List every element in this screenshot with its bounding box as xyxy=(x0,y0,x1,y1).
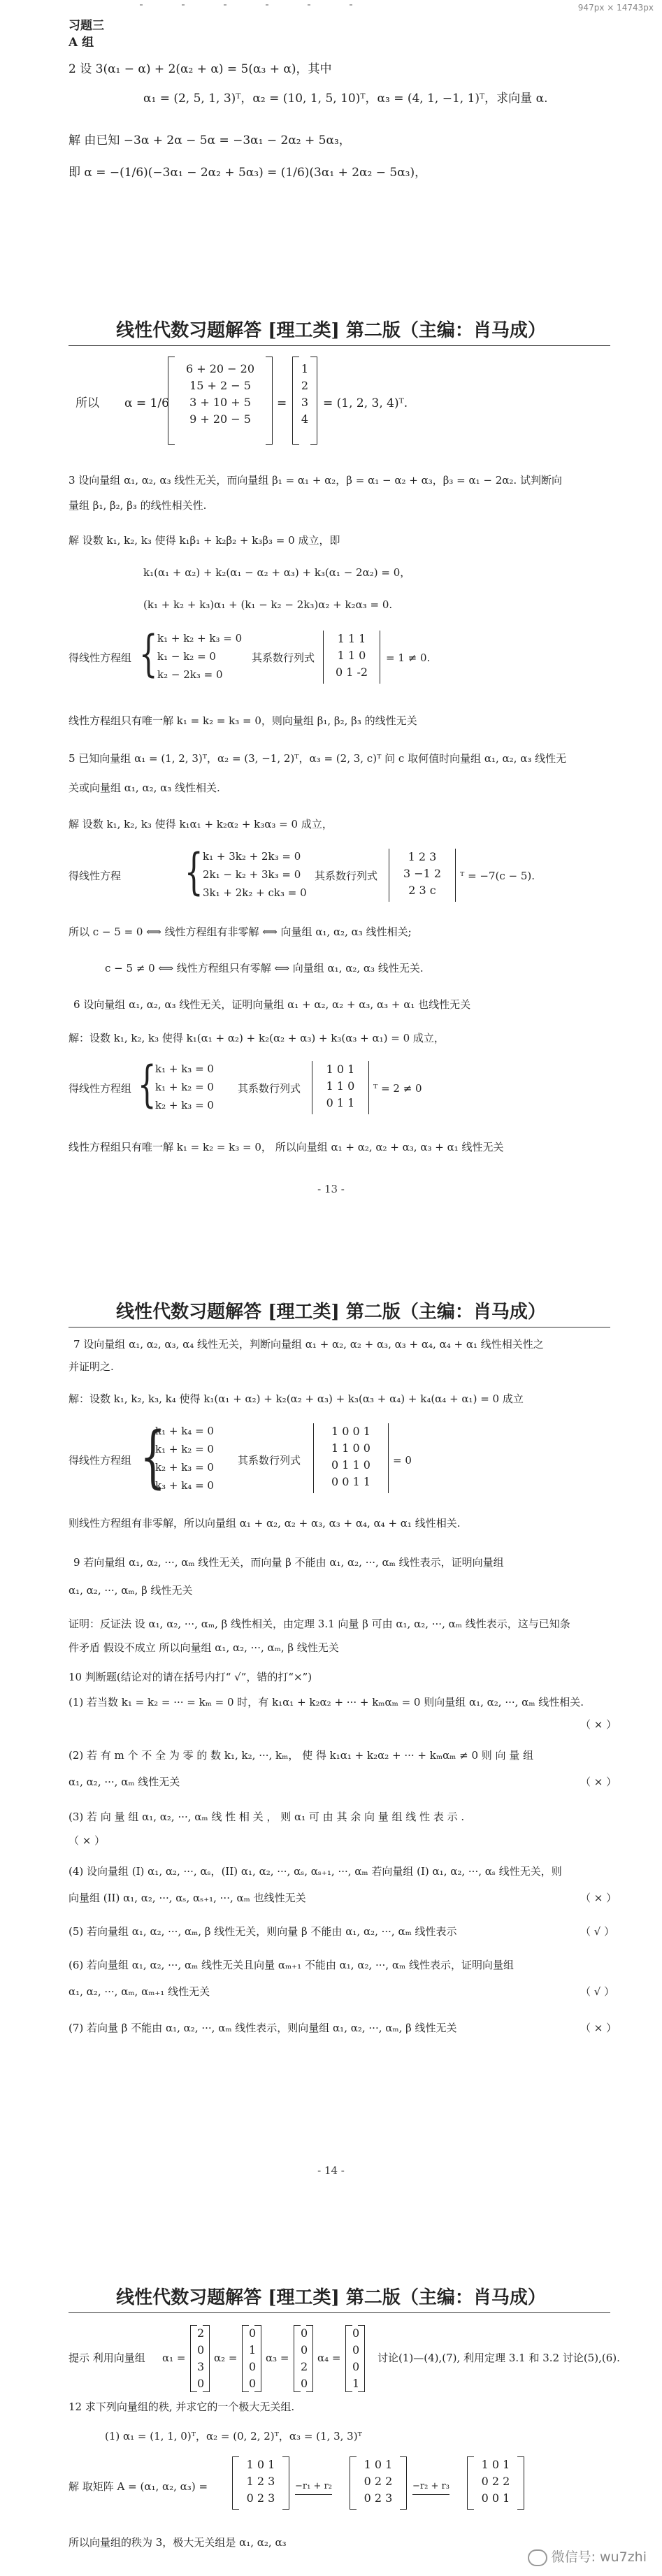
top-bar xyxy=(0,0,662,15)
system-label: 得线性方程 xyxy=(69,870,122,882)
det-row: 1 1 1 xyxy=(337,632,366,645)
equation-line: k₁ + k₄ = 0 xyxy=(155,1425,214,1437)
watermark-text: 微信号: wu7zhi xyxy=(551,2549,647,2565)
vector-entry: 3 xyxy=(197,2360,205,2373)
det-row: 1 0 1 xyxy=(326,1063,355,1076)
vector-name: α₄ = xyxy=(317,2352,341,2364)
problem-3-statement-cont: 量组 β₁, β₂, β₃ 的线性相关性. xyxy=(69,499,207,512)
vector-entry: 0 xyxy=(301,2377,308,2390)
section-title: 习题三 xyxy=(69,19,104,33)
matrix-row: 0 0 1 xyxy=(481,2491,510,2505)
judgment-item-6-cont: α₁, α₂, ···, αₘ, αₘ₊₁ 线性无关 xyxy=(69,1985,210,1998)
coefficient-det-label: 其系数行列式 xyxy=(238,1454,301,1467)
vector-entry: 0 xyxy=(249,2326,257,2340)
equation-line: k₁ − k₂ = 0 xyxy=(157,650,216,663)
equation-line: 3k₁ + 2k₂ + ck₃ = 0 xyxy=(203,886,307,899)
problem-9-statement: 9 若向量组 α₁, α₂, ···, αₘ 线性无关，而向量 β 不能由 α₁, α₂, ···, αₘ 线性表示，证明向量组 xyxy=(73,1556,504,1569)
matrix-row: 3 + 10 + 5 xyxy=(189,396,251,409)
judgment-mark: （ √ ） xyxy=(580,1925,615,1938)
equation-line: k₂ + k₃ = 0 xyxy=(155,1461,214,1474)
matrix-row: 0 2 2 xyxy=(364,2475,393,2488)
solution-label: 解 取矩阵 A = (α₁, α₂, α₃) = xyxy=(69,2480,208,2493)
vector-entry: 0 xyxy=(301,2343,308,2356)
matrix-row: 1 xyxy=(301,362,309,375)
determinant xyxy=(323,631,380,684)
problem-9-proof: 证明：反证法 设 α₁, α₂, ···, αₘ, β 线性相关，由定理 3.1 向量 β 可由 α₁, α₂, ···, αₘ 线性表示，这与已知条 xyxy=(69,1618,570,1630)
matrix-row: 3 xyxy=(301,396,309,409)
problem-2-vectors: α₁ = (2, 5, 1, 3)ᵀ，α₂ = (10, 1, 5, 10)ᵀ，α₃ = (4, 1, −1, 1)ᵀ，求向量 α. xyxy=(143,92,548,106)
equation-line: k₂ − 2k₃ = 0 xyxy=(157,668,223,681)
det-row: 3 −1 2 xyxy=(403,867,442,880)
judgment-mark: （ × ） xyxy=(580,1718,617,1731)
matrix-row: 9 + 20 − 5 xyxy=(189,412,251,426)
vector-entry: 0 xyxy=(197,2343,205,2356)
judgment-item-6: (6) 若向量组 α₁, α₂, ···, αₘ 线性无关且向量 αₘ₊₁ 不能由 α₁, α₂, ···, αₘ 线性表示，证明向量组 xyxy=(69,1959,514,1971)
column-vector xyxy=(242,2325,261,2392)
vector-entry: 1 xyxy=(249,2343,257,2356)
judgment-mark: （ √ ） xyxy=(580,1985,615,1998)
det-result: ᵀ = 2 ≠ 0 xyxy=(373,1082,422,1095)
problem-2-solution-line2: 即 α = −(1/6)(−3α₁ − 2α₂ + 5α₃) = (1/6)(3α₁ + 2α₂ − 5α₃)， xyxy=(69,166,427,180)
vector-entry: 0 xyxy=(249,2360,257,2373)
problem-6-solution: 解：设数 k₁, k₂, k₃ 使得 k₁(α₁ + α₂) + k₂(α₂ + α₃) + k₃(α₃ + α₁) = 0 成立， xyxy=(69,1032,445,1044)
matrix-step-2 xyxy=(350,2456,407,2510)
determinant xyxy=(312,1061,369,1114)
system-label: 得线性方程组 xyxy=(69,1082,132,1095)
matrix-row: 1 0 1 xyxy=(481,2458,510,2471)
page-header-title: 线性代数习题解答 [理工类] 第二版（主编：肖马成） xyxy=(116,320,546,341)
equation-line: k₁ + k₃ = 0 xyxy=(155,1063,214,1075)
judgment-item-1: (1) 若当数 k₁ = k₂ = ··· = kₘ = 0 时，有 k₁α₁ + k₂α₂ + ··· + kₘαₘ = 0 则向量组 α₁, α₂, ···, αₘ 线性相关. xyxy=(69,1696,584,1708)
problem-12-conclusion: 所以向量组的秩为 3，极大无关组是 α₁, α₂, α₃ xyxy=(69,2536,287,2549)
det-row: 0 1 1 0 xyxy=(331,1458,370,1472)
equation-line: k₁ + k₂ + k₃ = 0 xyxy=(157,632,243,645)
problem-5-case-2: c − 5 ≠ 0 ⟺ 线性方程组只有零解 ⟺ 向量组 α₁, α₂, α₃ 线性无关. xyxy=(105,962,424,974)
sum-matrix xyxy=(168,357,273,445)
vector-entry: 1 xyxy=(352,2377,360,2390)
matrix-row: 15 + 2 − 5 xyxy=(189,379,251,392)
coefficient-det-label: 其系数行列式 xyxy=(315,870,378,882)
left-brace: { xyxy=(137,1056,157,1113)
problem-5-solution: 解 设数 k₁, k₂, k₃ 使得 k₁α₁ + k₂α₂ + k₃α₃ = 0 成立， xyxy=(69,818,333,830)
matrix-row: 1 0 1 xyxy=(246,2458,275,2471)
vector-entry: 0 xyxy=(249,2377,257,2390)
dot xyxy=(308,4,310,6)
hint-label: 提示 利用向量组 xyxy=(69,2352,145,2364)
judgment-item-2: (2) 若 有 m 个 不 全 为 零 的 数 k₁, k₂, ···, kₘ， 使 得 k₁α₁ + k₂α₂ + ··· + kₘαₘ ≠ 0 则 向 量 组 xyxy=(69,1749,534,1762)
problem-12-statement: 12 求下列向量组的秩, 并求它的一个极大无关组. xyxy=(69,2401,295,2413)
row-operation-arrow: −r₂ + r₃ xyxy=(412,2479,449,2495)
result-vector xyxy=(292,357,317,445)
matrix-row: 0 2 2 xyxy=(481,2475,510,2488)
det-row: 1 0 0 1 xyxy=(331,1425,370,1438)
vector-name: α₂ = xyxy=(214,2352,238,2364)
problem-10-statement: 10 判断题(结论对的请在括号内打“ √”，错的打“×”) xyxy=(69,1671,312,1683)
page-number: - 14 - xyxy=(317,2164,345,2177)
judgment-mark: （ × ） xyxy=(580,1776,617,1788)
problem-6-statement: 6 设向量组 α₁, α₂, α₃ 线性无关，证明向量组 α₁ + α₂, α₂ + α₃, α₃ + α₁ 也线性无关 xyxy=(73,998,471,1011)
det-row: 1 2 3 xyxy=(408,850,437,863)
coefficient-det-label: 其系数行列式 xyxy=(252,652,315,664)
dot xyxy=(350,4,352,6)
judgment-item-4-cont: 向量组 (II) α₁, α₂, ···, αₛ, αₛ₊₁, ···, αₘ 也线性无关 xyxy=(69,1892,306,1904)
watermark xyxy=(528,2547,647,2566)
page-header-title: 线性代数习题解答 [理工类] 第二版（主编：肖马成） xyxy=(116,1302,546,1323)
page-header-title: 线性代数习题解答 [理工类] 第二版（主编：肖马成） xyxy=(116,2287,546,2308)
matrix-row: 0 2 3 xyxy=(246,2491,275,2505)
hint-tail: 讨论(1)—(4),(7), 利用定理 3.1 和 3.2 讨论(5),(6). xyxy=(377,2352,620,2364)
vector-name: α₃ = xyxy=(266,2352,289,2364)
image-size-info: 947px × 14743px xyxy=(577,3,654,13)
equation-line: k₃ + k₄ = 0 xyxy=(155,1479,214,1492)
group-label: A 组 xyxy=(69,36,94,50)
dot xyxy=(266,4,268,6)
equation-line: 2k₁ − k₂ + 3k₃ = 0 xyxy=(203,868,301,881)
dot xyxy=(224,4,226,6)
matrix-row: 1 0 1 xyxy=(364,2458,393,2471)
problem-7-solution: 解：设数 k₁, k₂, k₃, k₄ 使得 k₁(α₁ + α₂) + k₂(α₂ + α₃) + k₃(α₃ + α₄) + k₄(α₄ + α₁) = 0 成立 xyxy=(69,1393,524,1405)
equation-line: k₂ + k₃ = 0 xyxy=(155,1099,214,1111)
vector-entry: 2 xyxy=(197,2326,205,2340)
problem-7-conclusion: 则线性方程组有非零解，所以向量组 α₁ + α₂, α₂ + α₃, α₃ + α₄, α₄ + α₁ 线性相关. xyxy=(69,1517,461,1530)
problem-5-case-1: 所以 c − 5 = 0 ⟺ 线性方程组有非零解 ⟺ 向量组 α₁, α₂, α₃ 线性相关; xyxy=(69,926,412,938)
coefficient-det-label: 其系数行列式 xyxy=(238,1082,301,1095)
judgment-item-3: (3) 若 向 量 组 α₁, α₂, ···, αₘ 线 性 相 关 ， 则 α₁ 可 由 其 余 向 量 组 线 性 表 示 . xyxy=(69,1811,465,1823)
problem-3-solution-1: 解 设数 k₁, k₂, k₃ 使得 k₁β₁ + k₂β₂ + k₃β₃ = 0 成立，即 xyxy=(69,534,340,547)
column-vector xyxy=(294,2325,313,2392)
result-value: = (1, 2, 3, 4)ᵀ. xyxy=(323,396,408,410)
problem-5-statement-cont: 关或向量组 α₁, α₂, α₃ 线性相关. xyxy=(69,782,220,794)
column-vector xyxy=(345,2325,365,2392)
problem-2-statement: 2 设 3(α₁ − α) + 2(α₂ + α) = 5(α₃ + α)，其中 xyxy=(69,62,332,76)
vector-entry: 2 xyxy=(301,2360,308,2373)
vector-entry: 0 xyxy=(197,2377,205,2390)
det-result: = 0 xyxy=(393,1454,412,1467)
det-row: 0 0 1 1 xyxy=(331,1475,370,1488)
judgment-mark: （ × ） xyxy=(69,1834,106,1847)
judgment-item-5: (5) 若向量组 α₁, α₂, ···, αₘ, β 线性无关，则向量 β 不能由 α₁, α₂, ···, αₘ 线性表示 xyxy=(69,1925,457,1938)
system-label: 得线性方程组 xyxy=(69,1454,132,1467)
vector-name: α₁ = xyxy=(162,2352,186,2364)
alpha-equation: α = 1/6 xyxy=(124,396,169,410)
matrix-row: 6 + 20 − 20 xyxy=(185,362,255,375)
judgment-item-4: (4) 设向量组 (I) α₁, α₂, ···, αₛ，(II) α₁, α₂, ···, αₛ, αₛ₊₁, ···, αₘ 若向量组 (I) α₁, α₂, ···, αₛ 线性无关，则 xyxy=(69,1865,562,1878)
problem-5-statement: 5 已知向量组 α₁ = (1, 2, 3)ᵀ，α₂ = (3, −1, 2)ᵀ，α₃ = (2, 3, c)ᵀ 问 c 取何值时向量组 α₁, α₂, α₃ 线性无 xyxy=(69,752,567,765)
equation-line: k₁ + k₂ = 0 xyxy=(155,1081,214,1093)
det-row: 1 1 0 xyxy=(326,1079,355,1093)
header-rule xyxy=(69,2312,610,2313)
determinant xyxy=(313,1423,389,1493)
det-result: = 1 ≠ 0. xyxy=(386,652,431,664)
problem-9-statement-cont: α₁, α₂, ···, αₘ, β 线性无关 xyxy=(69,1584,193,1597)
matrix-step-3 xyxy=(467,2456,524,2510)
problem-9-proof-cont: 件矛盾 假设不成立 所以向量组 α₁, α₂, ···, αₘ, β 线性无关 xyxy=(69,1641,339,1654)
problem-7-statement: 7 设向量组 α₁, α₂, α₃, α₄ 线性无关，判断向量组 α₁ + α₂, α₂ + α₃, α₃ + α₄, α₄ + α₁ 线性相关性之 xyxy=(73,1338,544,1351)
so-label: 所以 xyxy=(75,396,99,410)
column-vector xyxy=(190,2325,210,2392)
dot xyxy=(140,4,143,6)
row-operation-arrow: −r₁ + r₂ xyxy=(295,2479,332,2495)
left-brace: { xyxy=(184,843,203,900)
matrix-row: 1 2 3 xyxy=(246,2475,275,2488)
problem-3-solution-3: (k₁ + k₂ + k₃)α₁ + (k₁ − k₂ − 2k₃)α₂ + k₂α₃ = 0. xyxy=(143,598,393,611)
dot xyxy=(182,4,185,6)
judgment-item-7: (7) 若向量 β 不能由 α₁, α₂, ···, αₘ 线性表示，则向量组 α₁, α₂, ···, αₘ, β 线性无关 xyxy=(69,2022,457,2034)
equation-line: k₁ + k₂ = 0 xyxy=(155,1443,214,1455)
left-brace: { xyxy=(140,1418,166,1496)
judgment-mark: （ × ） xyxy=(580,1892,617,1904)
vector-entry: 0 xyxy=(352,2343,360,2356)
vector-entry: 0 xyxy=(352,2360,360,2373)
det-row: 0 1 1 xyxy=(326,1096,355,1109)
matrix-row: 4 xyxy=(301,412,309,426)
matrix-a xyxy=(232,2456,289,2510)
det-row: 1 1 0 0 xyxy=(331,1441,370,1455)
problem-2-solution-line1: 解 由已知 −3α + 2α − 5α = −3α₁ − 2α₂ + 5α₃， xyxy=(69,134,351,147)
header-rule xyxy=(69,345,610,346)
problem-3-conclusion: 线性方程组只有唯一解 k₁ = k₂ = k₃ = 0，则向量组 β₁, β₂, β₃ 的线性无关 xyxy=(69,714,417,727)
judgment-mark: （ × ） xyxy=(580,2022,617,2034)
det-result: ᵀ = −7(c − 5). xyxy=(460,870,535,882)
problem-3-solution-2: k₁(α₁ + α₂) + k₂(α₁ − α₂ + α₃) + k₃(α₁ − 2α₂) = 0， xyxy=(143,566,411,579)
left-brace: { xyxy=(138,625,158,682)
page-number: - 13 - xyxy=(317,1183,345,1195)
equation-line: k₁ + 3k₂ + 2k₃ = 0 xyxy=(203,850,301,863)
vector-entry: 0 xyxy=(301,2326,308,2340)
problem-3-statement: 3 设向量组 α₁, α₂, α₃ 线性无关，而向量组 β₁ = α₁ + α₂，β = α₁ − α₂ + α₃，β₃ = α₁ − 2α₂. 试判断向 xyxy=(69,474,562,487)
determinant xyxy=(389,849,456,902)
problem-7-statement-cont: 并证明之. xyxy=(69,1360,114,1373)
equals-sign: = xyxy=(277,396,287,410)
wechat-icon xyxy=(528,2549,547,2566)
matrix-row: 2 xyxy=(301,379,309,392)
problem-6-conclusion: 线性方程组只有唯一解 k₁ = k₂ = k₃ = 0， 所以向量组 α₁ + α₂, α₂ + α₃, α₃ + α₁ 线性无关 xyxy=(69,1141,504,1153)
vector-entry: 0 xyxy=(352,2326,360,2340)
det-row: 2 3 c xyxy=(408,884,436,897)
det-row: 1 1 0 xyxy=(337,649,366,662)
matrix-row: 0 2 3 xyxy=(364,2491,393,2505)
system-label: 得线性方程组 xyxy=(69,652,132,664)
det-row: 0 1 -2 xyxy=(335,665,368,679)
problem-12-part-1: (1) α₁ = (1, 1, 0)ᵀ，α₂ = (0, 2, 2)ᵀ，α₃ = (1, 3, 3)ᵀ xyxy=(105,2430,362,2442)
judgment-item-2-cont: α₁, α₂, ···, αₘ 线性无关 xyxy=(69,1776,180,1788)
